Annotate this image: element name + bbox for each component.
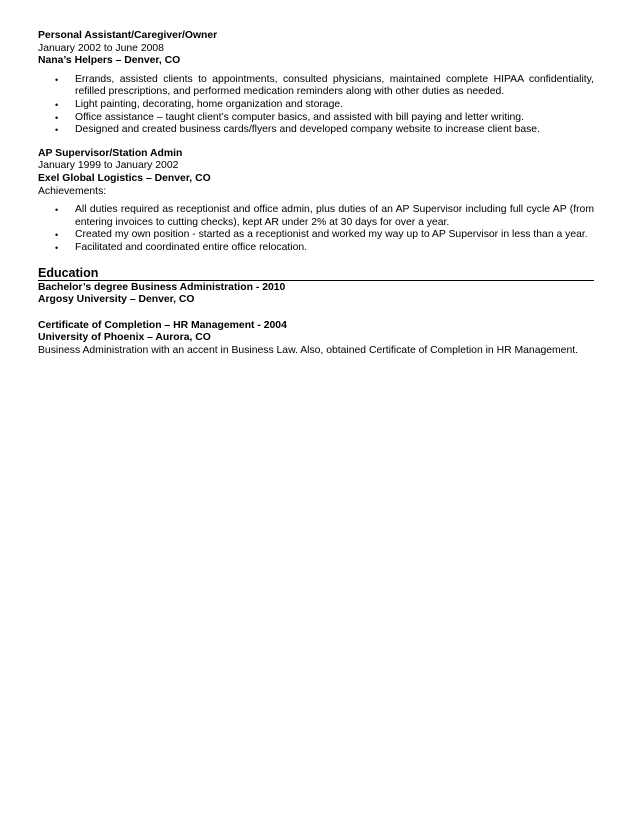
list-item	[38, 74, 594, 99]
bullet-icon: •	[55, 99, 59, 110]
bullet-text: Office assistance – taught client’s computer basics, and assisted with bill paying and letter writing.	[75, 111, 524, 123]
list-item	[38, 112, 594, 125]
job-dates: January 1999 to January 2002	[38, 160, 179, 172]
bullet-icon: •	[55, 74, 59, 85]
list-item	[38, 229, 594, 242]
job-company: Nana’s Helpers – Denver, CO	[38, 55, 181, 67]
list-item	[38, 124, 594, 137]
education-entry	[38, 282, 594, 307]
bullet-text: Created my own position - started as a receptionist and worked my way up to AP Supervisor in less than a year.	[75, 229, 588, 241]
experience-entry	[38, 30, 594, 137]
resume-page	[38, 30, 594, 357]
job-title: Personal Assistant/Caregiver/Owner	[38, 30, 218, 41]
achievements-label: Achievements:	[38, 185, 107, 197]
list-item	[38, 99, 594, 112]
bullet-text: Facilitated and coordinated entire office relocation.	[75, 241, 308, 253]
degree-title: Bachelor’s degree Business Administration - 2010	[38, 281, 286, 293]
bullet-text: All duties required as receptionist and office admin, plus duties of an AP Supervisor including full cycle AP (from entering invoices to cutting checks), kept AR under 2% at 30 days for over a year.	[75, 204, 594, 228]
section-heading-education: Education	[38, 266, 594, 281]
education-description: Business Administration with an accent in Business Law. Also, obtained Certificate of Completion in HR Management.	[38, 344, 579, 356]
bullet-text: Light painting, decorating, home organization and storage.	[75, 98, 344, 110]
job-title: AP Supervisor/Station Admin	[38, 147, 183, 159]
bullet-icon: •	[55, 125, 59, 136]
bullet-text: Designed and created business cards/flyers and developed company website to increase client base.	[75, 124, 540, 136]
job-bullet-list	[38, 74, 594, 137]
school-name: University of Phoenix – Aurora, CO	[38, 332, 211, 344]
education-entry	[38, 320, 594, 358]
list-item	[38, 242, 594, 255]
experience-entry	[38, 148, 594, 255]
bullet-icon: •	[55, 230, 59, 241]
bullet-icon: •	[55, 205, 59, 216]
bullet-icon: •	[55, 112, 59, 123]
job-bullet-list	[38, 204, 594, 254]
job-company: Exel Global Logistics – Denver, CO	[38, 172, 211, 184]
job-dates: January 2002 to June 2008	[38, 42, 164, 54]
school-name: Argosy University – Denver, CO	[38, 294, 195, 306]
bullet-icon: •	[55, 242, 59, 253]
bullet-text: Errands, assisted clients to appointments, consulted physicians, maintained complete HIPAA confidentiality, refilled prescriptions, and performed medication reminders along with other duties as needed.	[75, 73, 594, 98]
list-item	[38, 204, 594, 229]
degree-title: Certificate of Completion – HR Management - 2004	[38, 319, 287, 331]
